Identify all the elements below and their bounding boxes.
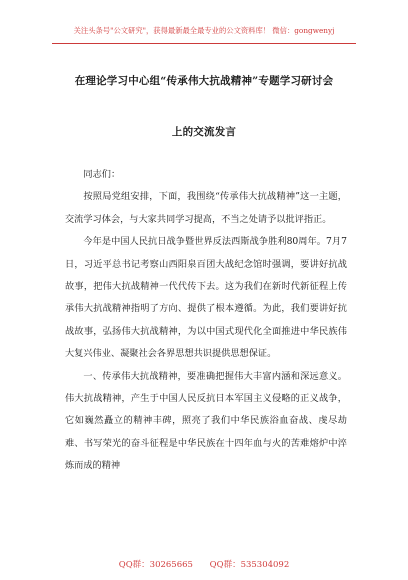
paragraph-section-one: 一、传承伟大抗战精神，要准确把握伟大丰富内涵和深远意义。伟大抗战精神，产生于中国人民反抗日本军国主义侵略的正义战争，它如巍然矗立的精神丰碑，照亮了我们中华民族浴血奋战、虔尽劫难、书写荣光的奋斗征程是中华民族在十四年血与火的苦难熔炉中淬炼而成的精神 bbox=[65, 370, 347, 472]
header-divider bbox=[52, 43, 356, 44]
paragraph-anniversary: 今年是中国人民抗日战争暨世界反法西斯战争胜利80周年。7月7日，习近平总书记考察山西阳泉百团大战纪念馆时强调，要讲好抗战故事，把伟大抗战精神一代代传下去。这为我们在新时代新征程上传承伟大抗战精神指明了方向、提供了根本遵循。为此，我们要讲好抗战故事，弘扬伟大抗战精神，为以中国式现代化全面推进中华民族伟大复兴伟业、凝聚社会各界思想共识提供思想保证。 bbox=[65, 236, 347, 360]
page-footer bbox=[0, 558, 408, 570]
document-title-line-1: 在理论学习中心组“传承伟大抗战精神”专题学习研讨会 bbox=[74, 75, 334, 87]
salutation: 同志们： bbox=[83, 169, 121, 180]
document-body bbox=[65, 164, 347, 478]
page-header: 关注头条号"公文研究"，获得最新最全最专业的公文资料库！ 微信：gongwenyj bbox=[73, 26, 335, 35]
document-title-line-2: 上的交流发言 bbox=[171, 126, 237, 138]
footer-qq-group-2: QQ群：535304092 bbox=[209, 560, 290, 570]
paragraph-intro: 按照局党组安排，下面，我围绕“传承伟大抗战精神”这一主题，交流学习体会，与大家共同学习提高，不当之处请予以批评指正。 bbox=[65, 191, 347, 225]
footer-qq-group-1: QQ群：30265665 bbox=[118, 560, 193, 570]
